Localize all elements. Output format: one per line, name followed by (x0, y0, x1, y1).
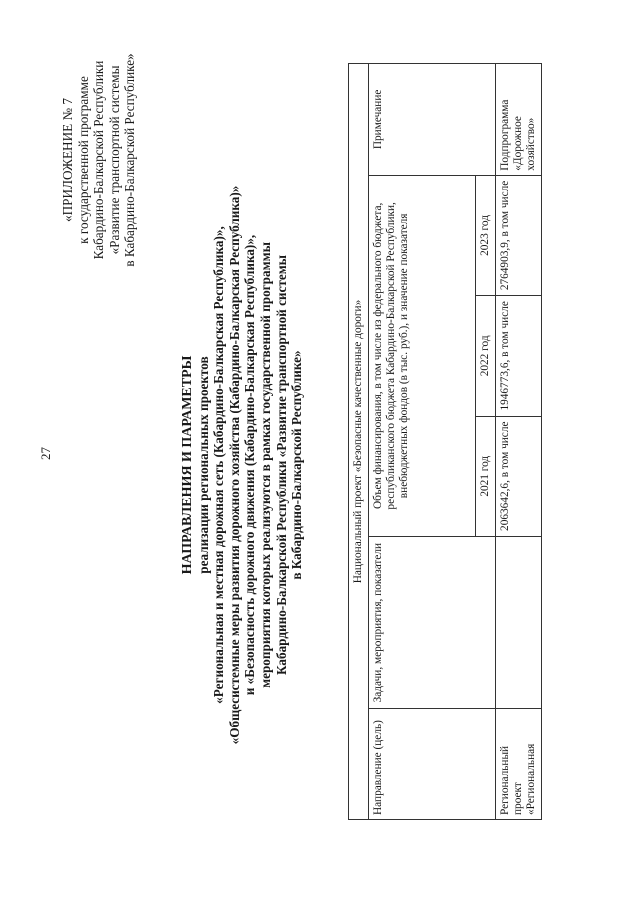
title-main: НАПРАВЛЕНИЯ И ПАРАМЕТРЫ (180, 355, 195, 575)
header-note: Примечание (369, 64, 496, 176)
header-year: 2023 год (476, 175, 496, 295)
header-direction: Направление (цель) (369, 709, 496, 820)
appendix-line: к государственной программе (75, 76, 91, 244)
page-number: 27 (38, 447, 53, 460)
appendix-header (60, 15, 138, 305)
appendix-line: «Развитие транспортной системы (106, 65, 122, 255)
row-note: Подпрограмма «Дорожное хозяйство» (496, 64, 542, 176)
header-financing: Объем финансирования, в том числе из федерального бюджета, республиканского бюджета Кабардино-Балкарской Республики, внебюджетных фондов (в тыс. руб.), и значение показателя (369, 175, 476, 536)
row-value: 1946773,6, в том числе (496, 296, 542, 416)
row-value: 2063642,6, в том числе (496, 416, 542, 536)
row-value: 2764903,9, в том числе (496, 175, 542, 295)
row-tasks (496, 536, 542, 708)
title-line: «Региональная и местная дорожная сеть (Кабардино-Балкарская Республика)», (211, 226, 227, 704)
title-line: «Общесистемные меры развития дорожного хозяйства (Кабардино-Балкарская Республика)» (226, 185, 242, 745)
document-title (180, 120, 305, 810)
table-row (496, 64, 542, 820)
title-line: в Кабардино-Балкарской Республике» (289, 350, 305, 580)
header-year: 2022 год (476, 296, 496, 416)
parameters-table (348, 63, 542, 820)
national-project-header: Национальный проект «Безопасные качественные дороги» (349, 64, 369, 820)
header-year: 2021 год (476, 416, 496, 536)
title-line: реализации региональных проектов (195, 356, 211, 574)
title-line: Кабардино-Балкарской Республики «Развитие транспортной системы (273, 255, 289, 675)
row-direction: Региональный проект «Региональная (496, 709, 542, 820)
appendix-line: Кабардино-Балкарской Республики (91, 60, 106, 260)
appendix-line: «ПРИЛОЖЕНИЕ № 7 (60, 98, 75, 222)
header-tasks: Задачи, мероприятия, показатели (369, 536, 496, 708)
title-line: мероприятия которых реализуются в рамках государственной программы (257, 242, 273, 688)
title-line: и «Безопасность дорожного движения (Кабардино-Балкарская Республика)», (242, 234, 258, 696)
appendix-line: в Кабардино-Балкарской Республике» (122, 53, 137, 267)
